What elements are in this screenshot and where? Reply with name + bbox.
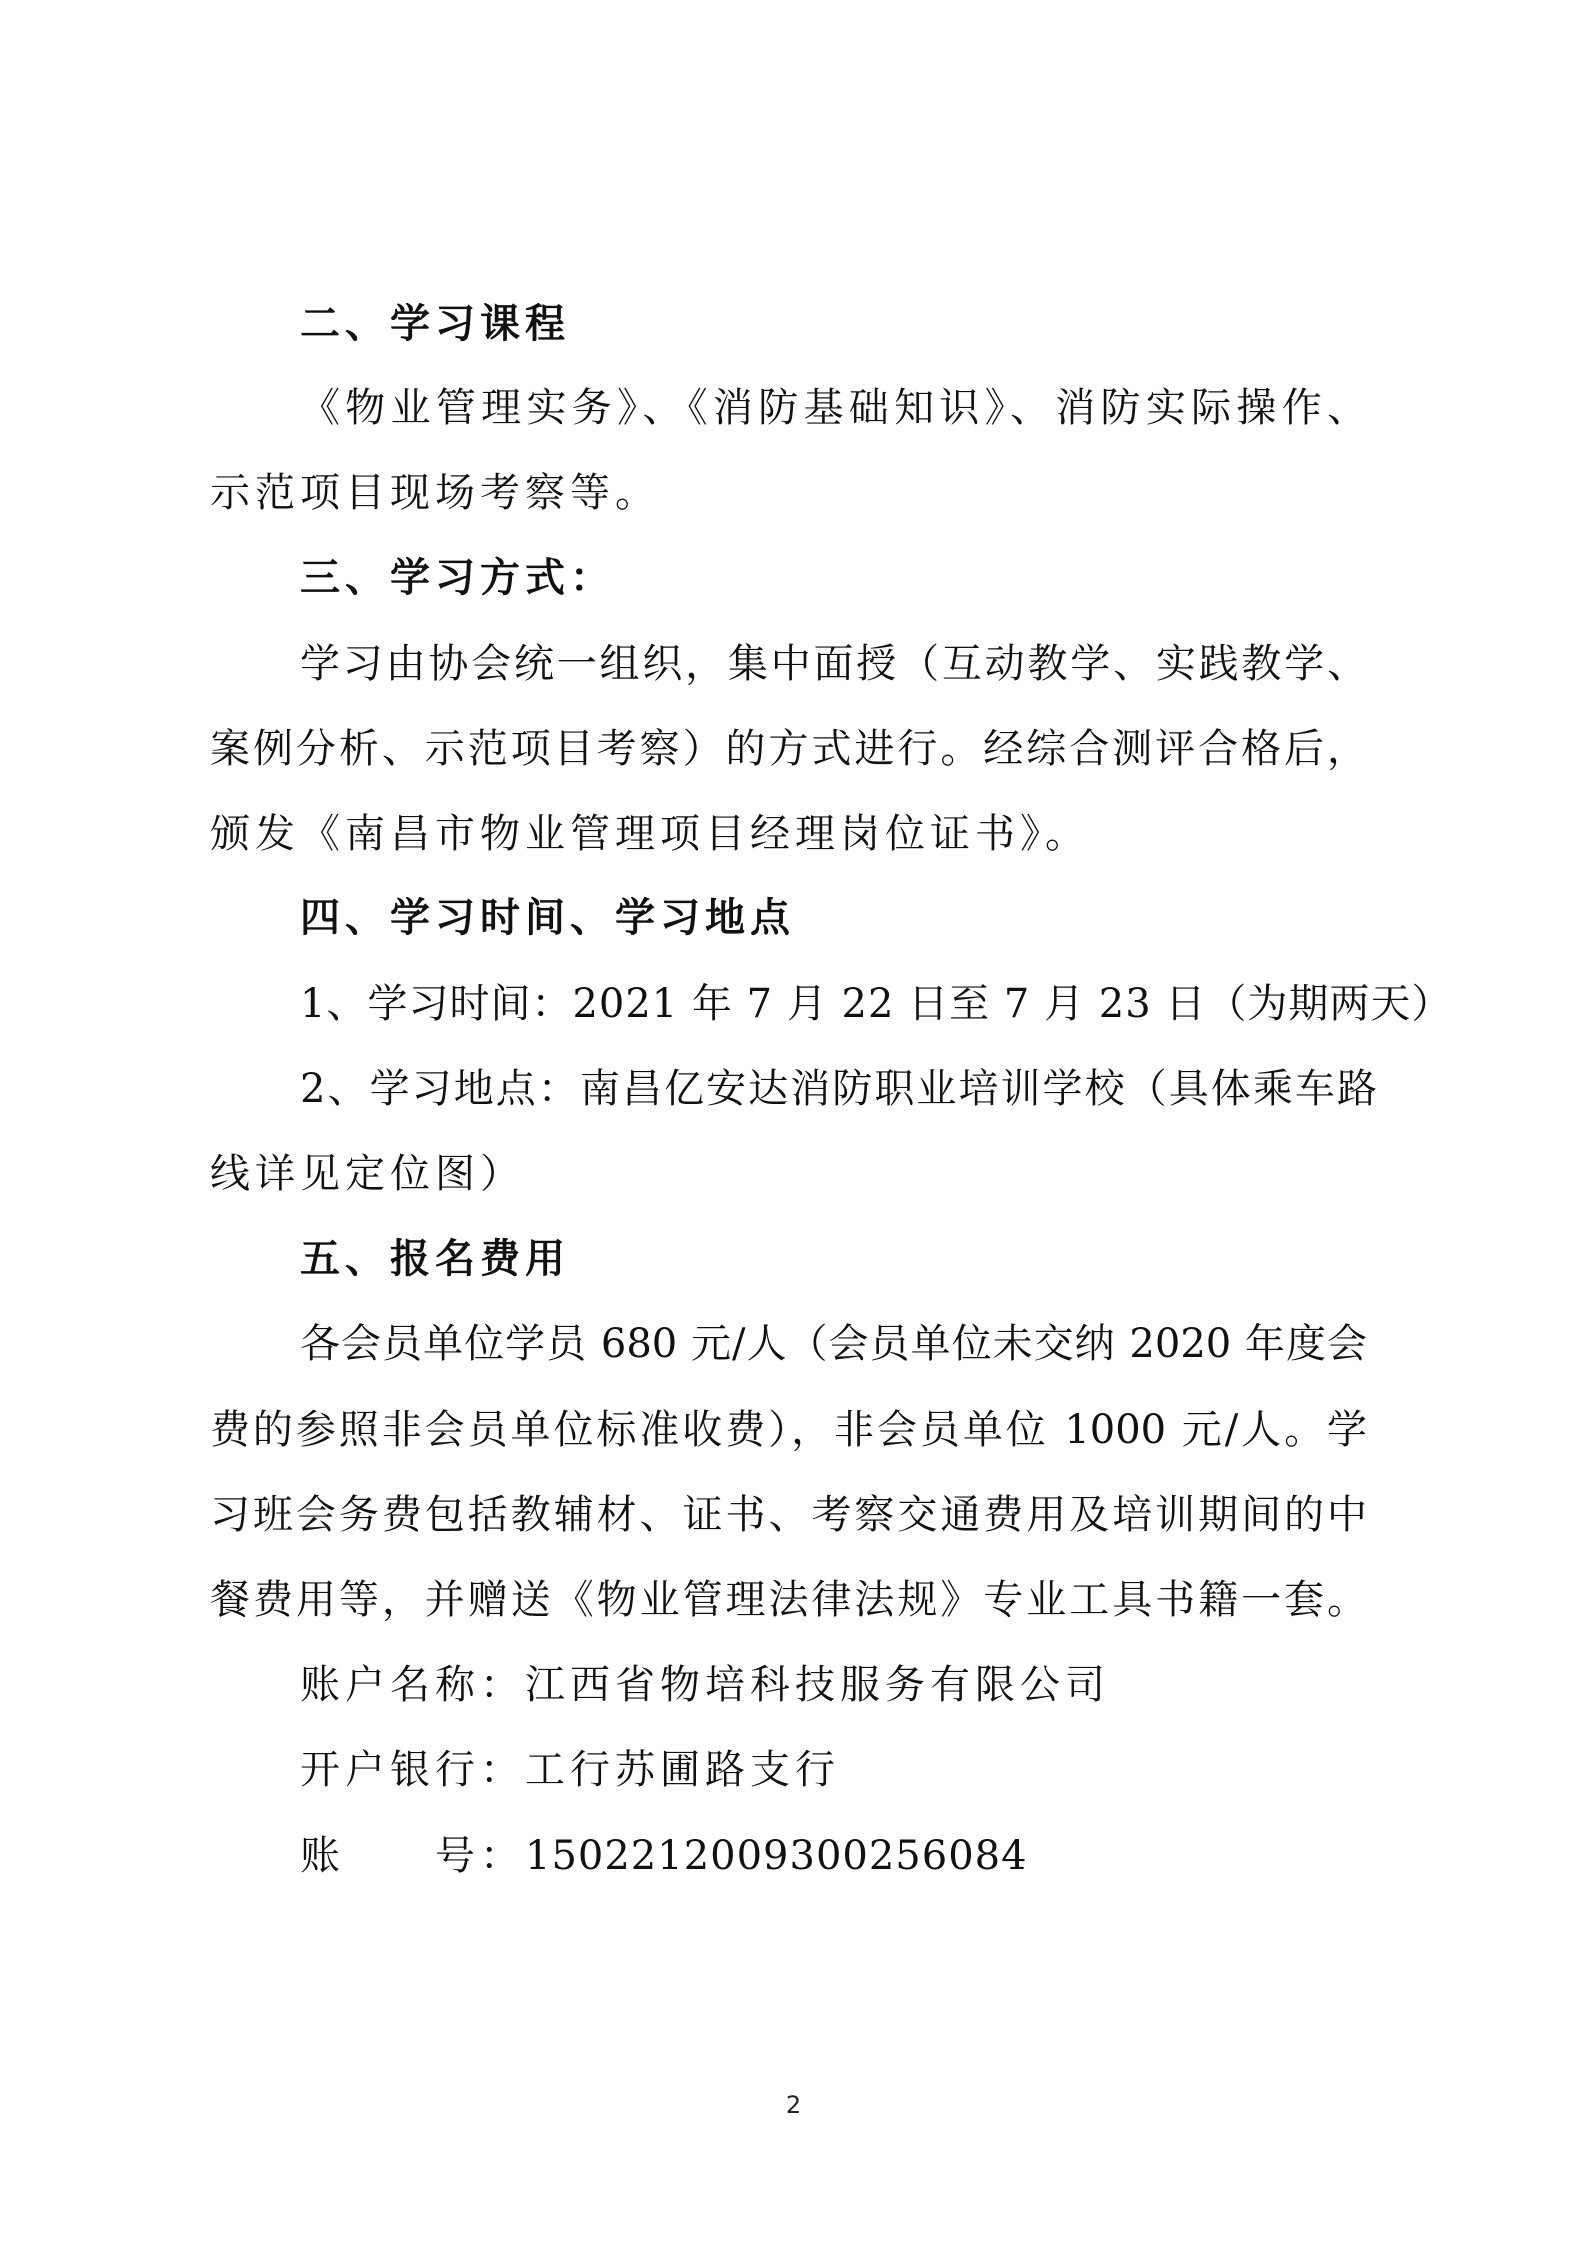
account-number-value: 1502212009300256084 [525,1833,1028,1879]
study-place-line-2: 线详见定位图） [210,1151,525,1197]
method-line-2: 案例分析、示范项目考察）的方式进行。经综合测评合格后， [210,726,1367,772]
fees-line-1: 各会员单位学员 680 元/人（会员单位未交纳 2020 年度会 [300,1321,1367,1367]
section-heading-courses: 二、学习课程 [300,300,570,347]
section-heading-time-place: 四、学习时间、学习地点 [300,894,795,941]
section-heading-fees: 五、报名费用 [300,1235,570,1282]
fees-line-2: 费的参照非会员单位标准收费），非会员单位 1000 元/人。学 [210,1407,1367,1453]
bank-line: 开户银行：工行苏圃路支行 [300,1747,840,1793]
page-number: 2 [785,2091,802,2119]
study-time-line: 1、学习时间：2021 年 7 月 22 日至 7 月 23 日（为期两天） [300,981,1453,1027]
study-place-line-1: 2、学习地点：南昌亿安达消防职业培训学校（具体乘车路 [300,1066,1377,1112]
courses-line-1: 《物业管理实务》、《消防基础知识》、消防实际操作、 [300,385,1367,431]
fees-line-4: 餐费用等，并赠送《物业管理法律法规》专业工具书籍一套。 [210,1577,1367,1623]
account-number-label: 账 号： [300,1833,525,1879]
method-line-3: 颁发《南昌市物业管理项目经理岗位证书》。 [210,811,1090,857]
courses-line-2: 示范项目现场考察等。 [210,470,660,516]
method-line-1: 学习由协会统一组织，集中面授（互动教学、实践教学、 [300,641,1367,687]
fees-line-3: 习班会务费包括教辅材、证书、考察交通费用及培训期间的中 [210,1492,1367,1538]
account-name-line: 账户名称：江西省物培科技服务有限公司 [300,1662,1110,1708]
account-number-line [300,1828,1028,1884]
section-heading-method: 三、学习方式： [300,554,615,601]
